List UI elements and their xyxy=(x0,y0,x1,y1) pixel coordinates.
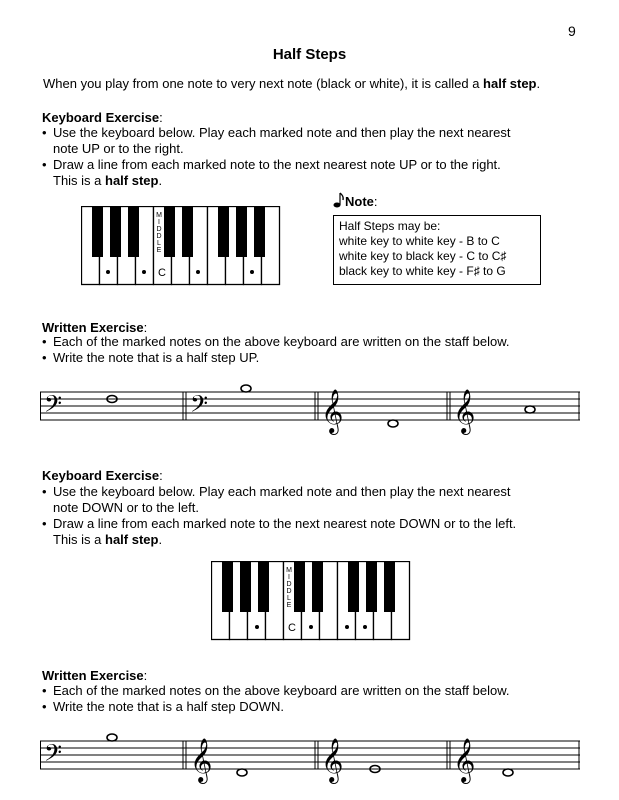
staff-down xyxy=(40,727,585,787)
page-title: Half Steps xyxy=(272,46,347,63)
music-note-icon xyxy=(333,192,345,208)
middle-label: M I D D L E xyxy=(156,212,162,254)
written-exercise-heading: Written Exercise: xyxy=(42,668,148,683)
bass-clef-icon xyxy=(44,391,62,422)
whole-note xyxy=(388,420,398,427)
keyboard-exercise-heading: Keyboard Exercise: xyxy=(42,468,163,483)
svg-text:𝄞: 𝄞 xyxy=(321,391,344,433)
marked-note-dot xyxy=(363,625,367,629)
staff-up xyxy=(40,378,585,438)
treble-clef-icon xyxy=(453,739,475,784)
page-number: 9 xyxy=(568,23,576,39)
middle-label: M I D D L E xyxy=(286,567,292,609)
bass-clef-icon xyxy=(44,740,62,771)
half-step-note-box: Half Steps may be: white key to white key - B to C white key to black key - C to C♯ black key to white key - F♯ to G xyxy=(333,215,541,285)
svg-text:𝄞: 𝄞 xyxy=(453,391,476,433)
svg-text:𝄞: 𝄞 xyxy=(190,740,213,782)
bass-clef-icon xyxy=(190,391,208,422)
treble-clef-icon xyxy=(190,739,212,784)
whole-note xyxy=(241,385,251,392)
treble-clef-icon xyxy=(321,390,343,435)
marked-note-dot xyxy=(106,270,110,274)
marked-note-dot xyxy=(255,625,259,629)
whole-note xyxy=(525,406,535,413)
svg-text:𝄞: 𝄞 xyxy=(453,740,476,782)
whole-note xyxy=(237,769,247,776)
keyboard-exercise-heading: Keyboard Exercise: xyxy=(42,110,163,125)
middle-c-label: C xyxy=(288,622,296,634)
svg-text:𝄢: 𝄢 xyxy=(44,391,63,422)
note-label: Note: xyxy=(333,192,378,209)
whole-note xyxy=(107,734,117,741)
keyboard-exercise-bullets: • Use the keyboard below. Play each marked note and then play the next nearest note DOWN or to the left. • Draw a line from each marked note to the next nearest note DOWN or to the left. This is a half step. xyxy=(42,484,517,547)
keyboard-exercise-bullets: • Use the keyboard below. Play each marked note and then play the next nearest note UP or to the right. • Draw a line from each marked note to the next nearest note UP or to the right. This is a half step. xyxy=(42,125,511,188)
whole-note xyxy=(503,769,513,776)
svg-text:𝄞: 𝄞 xyxy=(321,740,344,782)
written-exercise-bullets: • Each of the marked notes on the above keyboard are written on the staff below. • Write the note that is a half step DOWN. xyxy=(42,683,510,714)
treble-clef-icon xyxy=(453,390,475,435)
middle-c-label: C xyxy=(158,267,166,279)
intro-text: When you play from one note to very next note (black or white), it is called a half step. xyxy=(43,76,541,91)
piano-keyboard-up xyxy=(81,206,281,286)
marked-note-dot xyxy=(345,625,349,629)
marked-note-dot xyxy=(309,625,313,629)
written-exercise-heading: Written Exercise: xyxy=(42,320,148,335)
piano-keyboard-down xyxy=(211,561,411,641)
marked-note-dot xyxy=(142,270,146,274)
treble-clef-icon xyxy=(321,739,343,784)
marked-note-dot xyxy=(250,270,254,274)
marked-note-dot xyxy=(196,270,200,274)
svg-text:𝄢: 𝄢 xyxy=(44,740,63,771)
svg-text:𝄢: 𝄢 xyxy=(190,391,209,422)
written-exercise-bullets: • Each of the marked notes on the above keyboard are written on the staff below. • Write the note that is a half step UP. xyxy=(42,334,510,365)
